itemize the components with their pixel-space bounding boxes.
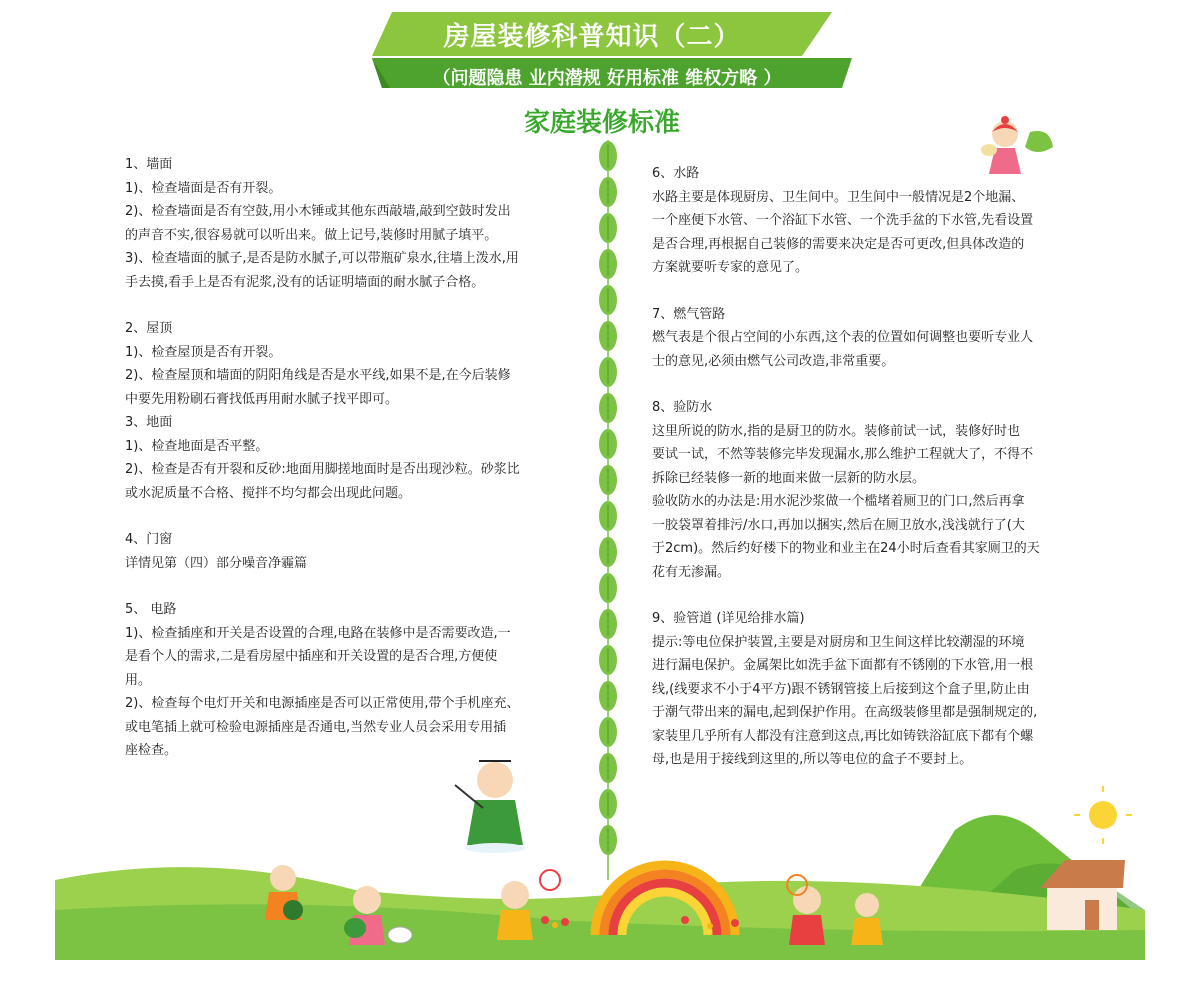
text-line: 1、墙面 [125,157,173,172]
fairy-girl-illustration [975,112,1055,182]
spacer [652,373,1092,396]
text-line: 座检查。 [125,743,178,758]
text-line: 2)、检查每个电灯开关和电源插座是否可以正常使用,带个手机座充、 [125,696,520,711]
cartoon-playground-scene [55,760,1155,960]
text-line: 进行漏电保护。金属架比如洗手盆下面都有不锈刚的下水管,用一根 [652,658,1034,673]
text-line: 燃气表是个很占空间的小东西,这个表的位置如何调整也要听专业人 [652,330,1034,345]
left-column [125,153,575,763]
text-line: 2)、检查墙面是否有空鼓,用小木锤或其他东西敲墙,敲到空鼓时发出 [125,204,511,219]
text-line: 验收防水的办法是:用水泥沙浆做一个槛堵着厕卫的门口,然后再拿 [652,494,1025,509]
text-line: 1)、检查地面是否平整。 [125,438,269,454]
page-subtitle: （问题隐患 业内潜规 好用标准 维权方略 ） [432,68,782,89]
text-line: 母,也是用于接线到这里的,所以等电位的盒子不要封上。 [652,752,973,767]
text-line: 这里所说的防水,指的是厨卫的防水。装修前试一试，装修好时也 [652,423,1021,439]
text-line: 的声音不实,很容易就可以听出来。做上记号,装修时用腻子填平。 [125,227,498,243]
page-title: 房屋装修科普知识（二） [443,22,741,52]
text-line: 中要先用粉刷石膏找低再用耐水腻子找平即可。 [125,391,399,407]
text-line: 2)、检查屋顶和墙面的阴阳角线是否是水平线,如果不是,在今后装修 [125,368,511,383]
text-line: 提示:等电位保护装置,主要是对厨房和卫生间这样比较潮湿的环境 [652,634,1025,650]
text-line: 9、验管道 (详见给排水篇) [652,611,805,626]
text-line: 水路主要是体现厨房、卫生间中。卫生间中一般情况是2个地漏、 [652,189,1025,205]
text-line: 花有无渗漏。 [652,564,731,580]
text-line: 3、地面 [125,415,173,430]
text-line: 于潮气带出来的漏电,起到保护作用。在高级装修里都是强制规定的, [652,705,1038,720]
text-line: 3)、检查墙面的腻子,是否是防水腻子,可以带瓶矿泉水,往墙上泼水,用 [125,251,519,266]
text-line: 一胶袋罩着排污/水口,再加以捆实,然后在厕卫放水,浅浅就行了(大 [652,517,1025,533]
text-line: 一个座便下水管、一个浴缸下水管、一个洗手盆的下水管,先看设置 [652,213,1034,228]
text-line: 1)、检查插座和开关是否设置的合理,电路在装修中是否需要改造,一 [125,625,511,641]
text-line: 是否合理,再根据自己装修的需要来决定是否可更改,但具体改造的 [652,236,1025,252]
text-line: 拆除已经装修一新的地面来做一层新的防水层。 [652,470,926,486]
text-line: 2)、检查是否有开裂和反砂:地面用脚搓地面时是否出现沙粒。砂浆比 [125,462,520,477]
text-line: 8、验防水 [652,400,713,415]
text-line: 是看个人的需求,二是看房屋中插座和开关设置的是否合理,方便使 [125,649,498,664]
text-line: 于2cm)。然后约好楼下的物业和业主在24小时后查看其家厕卫的天 [652,541,1040,556]
section-title: 家庭装修标准 [523,108,680,138]
text-line: 手去摸,看手上是否有泥浆,没有的话证明墙面的耐水腻子合格。 [125,274,485,290]
spacer [125,575,575,598]
text-line: 2、屋顶 [125,321,173,336]
text-line: 线,(线要求不小于4平方)跟不锈钢管接上后接到这个盒子里,防止由 [652,681,1030,697]
text-line: 7、燃气管路 [652,306,726,322]
text-line: 家装里几乎所有人都没有注意到这点,再比如铸铁浴缸底下都有个螺 [652,728,1034,744]
text-line: 6、水路 [652,166,700,181]
spacer [125,505,575,528]
text-line: 用。 [125,672,152,688]
text-line: 1)、检查屋顶是否有开裂。 [125,344,282,360]
text-line: 5、 电路 [125,602,177,617]
text-line: 4、门窗 [125,532,173,547]
text-line: 或电笔插上就可检验电源插座是否通电,当然专业人员会采用专用插 [125,719,507,735]
spacer [652,584,1092,607]
text-line: 要试一试，不然等装修完毕发现漏水,那么维护工程就大了，不得不 [652,447,1034,462]
spacer [652,280,1092,303]
text-line: 方案就要听专家的意见了。 [652,260,809,275]
text-line: 士的意见,必须由燃气公司改造,非常重要。 [652,353,895,369]
spacer [125,294,575,317]
text-line: 详情见第（四）部分噪音净霾篇 [125,555,308,571]
text-line: 或水泥质量不合格、搅拌不均匀都会出现此问题。 [125,485,412,501]
right-column [652,162,1092,772]
text-line: 1)、检查墙面是否有开裂。 [125,180,282,196]
